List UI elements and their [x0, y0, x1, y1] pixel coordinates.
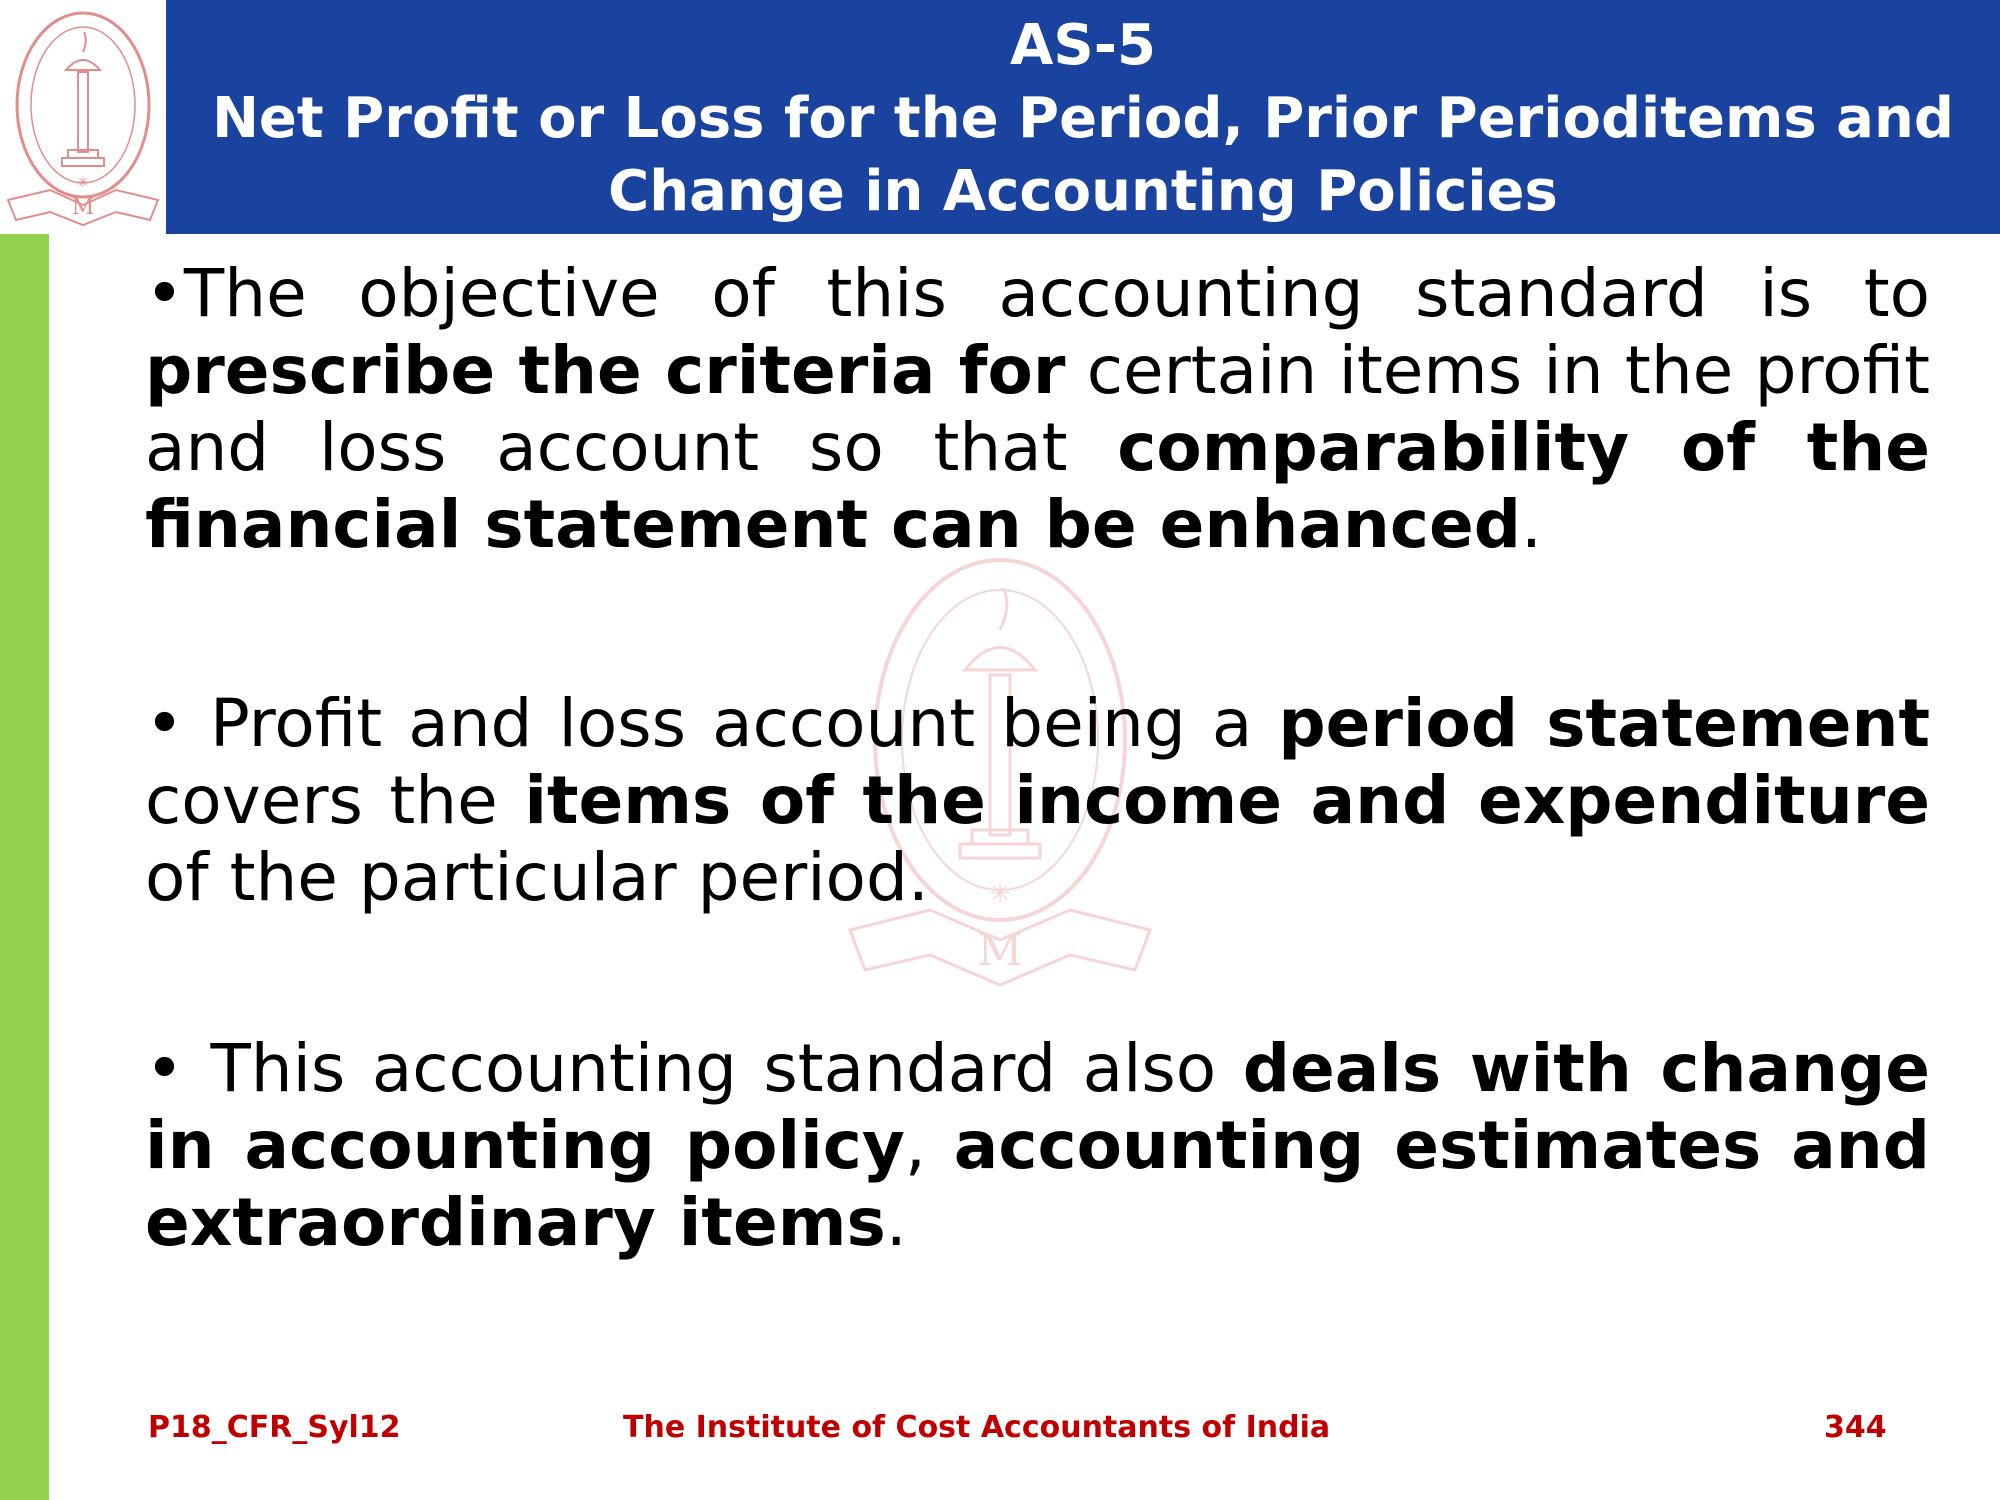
- bullet-text: covers the: [145, 762, 525, 839]
- bullet-text-bold: deals with change in accounting policy: [145, 1030, 1930, 1184]
- svg-text:M: M: [977, 925, 1023, 976]
- footer-institute-name: The Institute of Cost Accountants of India: [623, 1410, 1331, 1445]
- svg-text:✳: ✳: [989, 879, 1011, 909]
- bullet-scope: [145, 1030, 1930, 1261]
- bullet-text-bold: prescribe the criteria for: [145, 332, 1066, 409]
- institute-logo-icon: [0, 0, 166, 234]
- slide-title-line-2: Change in Accounting Policies: [608, 159, 1558, 224]
- bullet-text-bold: accounting estimates and extraordinary items: [145, 1107, 1930, 1261]
- bullet-text: • This accounting standard also: [145, 1030, 1243, 1107]
- bullet-text: of the particular period.: [145, 839, 929, 916]
- svg-text:M: M: [71, 195, 95, 220]
- bullet-text: •The objective of this accounting standard is to: [145, 255, 1930, 332]
- bullet-text-bold: period statement: [1278, 685, 1930, 762]
- bullet-text-bold: comparability of the financial statement can be enhanced: [145, 409, 1930, 563]
- bullet-text: • Profit and loss account being a: [145, 685, 1279, 762]
- bullet-text: .: [1521, 486, 1543, 563]
- bullet-text: .: [885, 1184, 907, 1261]
- bullet-text-bold: items of the income and expenditure: [524, 762, 1931, 839]
- slide-header: [166, 0, 2000, 234]
- bullet-objective: [145, 255, 1930, 563]
- slide-title-line-1: Net Profit or Loss for the Period, Prior Perioditems and: [212, 86, 1954, 151]
- institute-logo: [0, 0, 166, 234]
- svg-text:✳: ✳: [77, 175, 89, 191]
- side-accent-bar: [0, 234, 49, 1500]
- bullet-period-statement: [145, 685, 1930, 916]
- bullet-text: certain items in the profit and loss account so that: [145, 332, 1930, 486]
- slide-title-code: AS-5: [1010, 13, 1156, 78]
- bullet-text: ,: [904, 1107, 954, 1184]
- footer-page-number: 344: [1824, 1410, 1887, 1445]
- footer-course-code: P18_CFR_Syl12: [148, 1410, 401, 1445]
